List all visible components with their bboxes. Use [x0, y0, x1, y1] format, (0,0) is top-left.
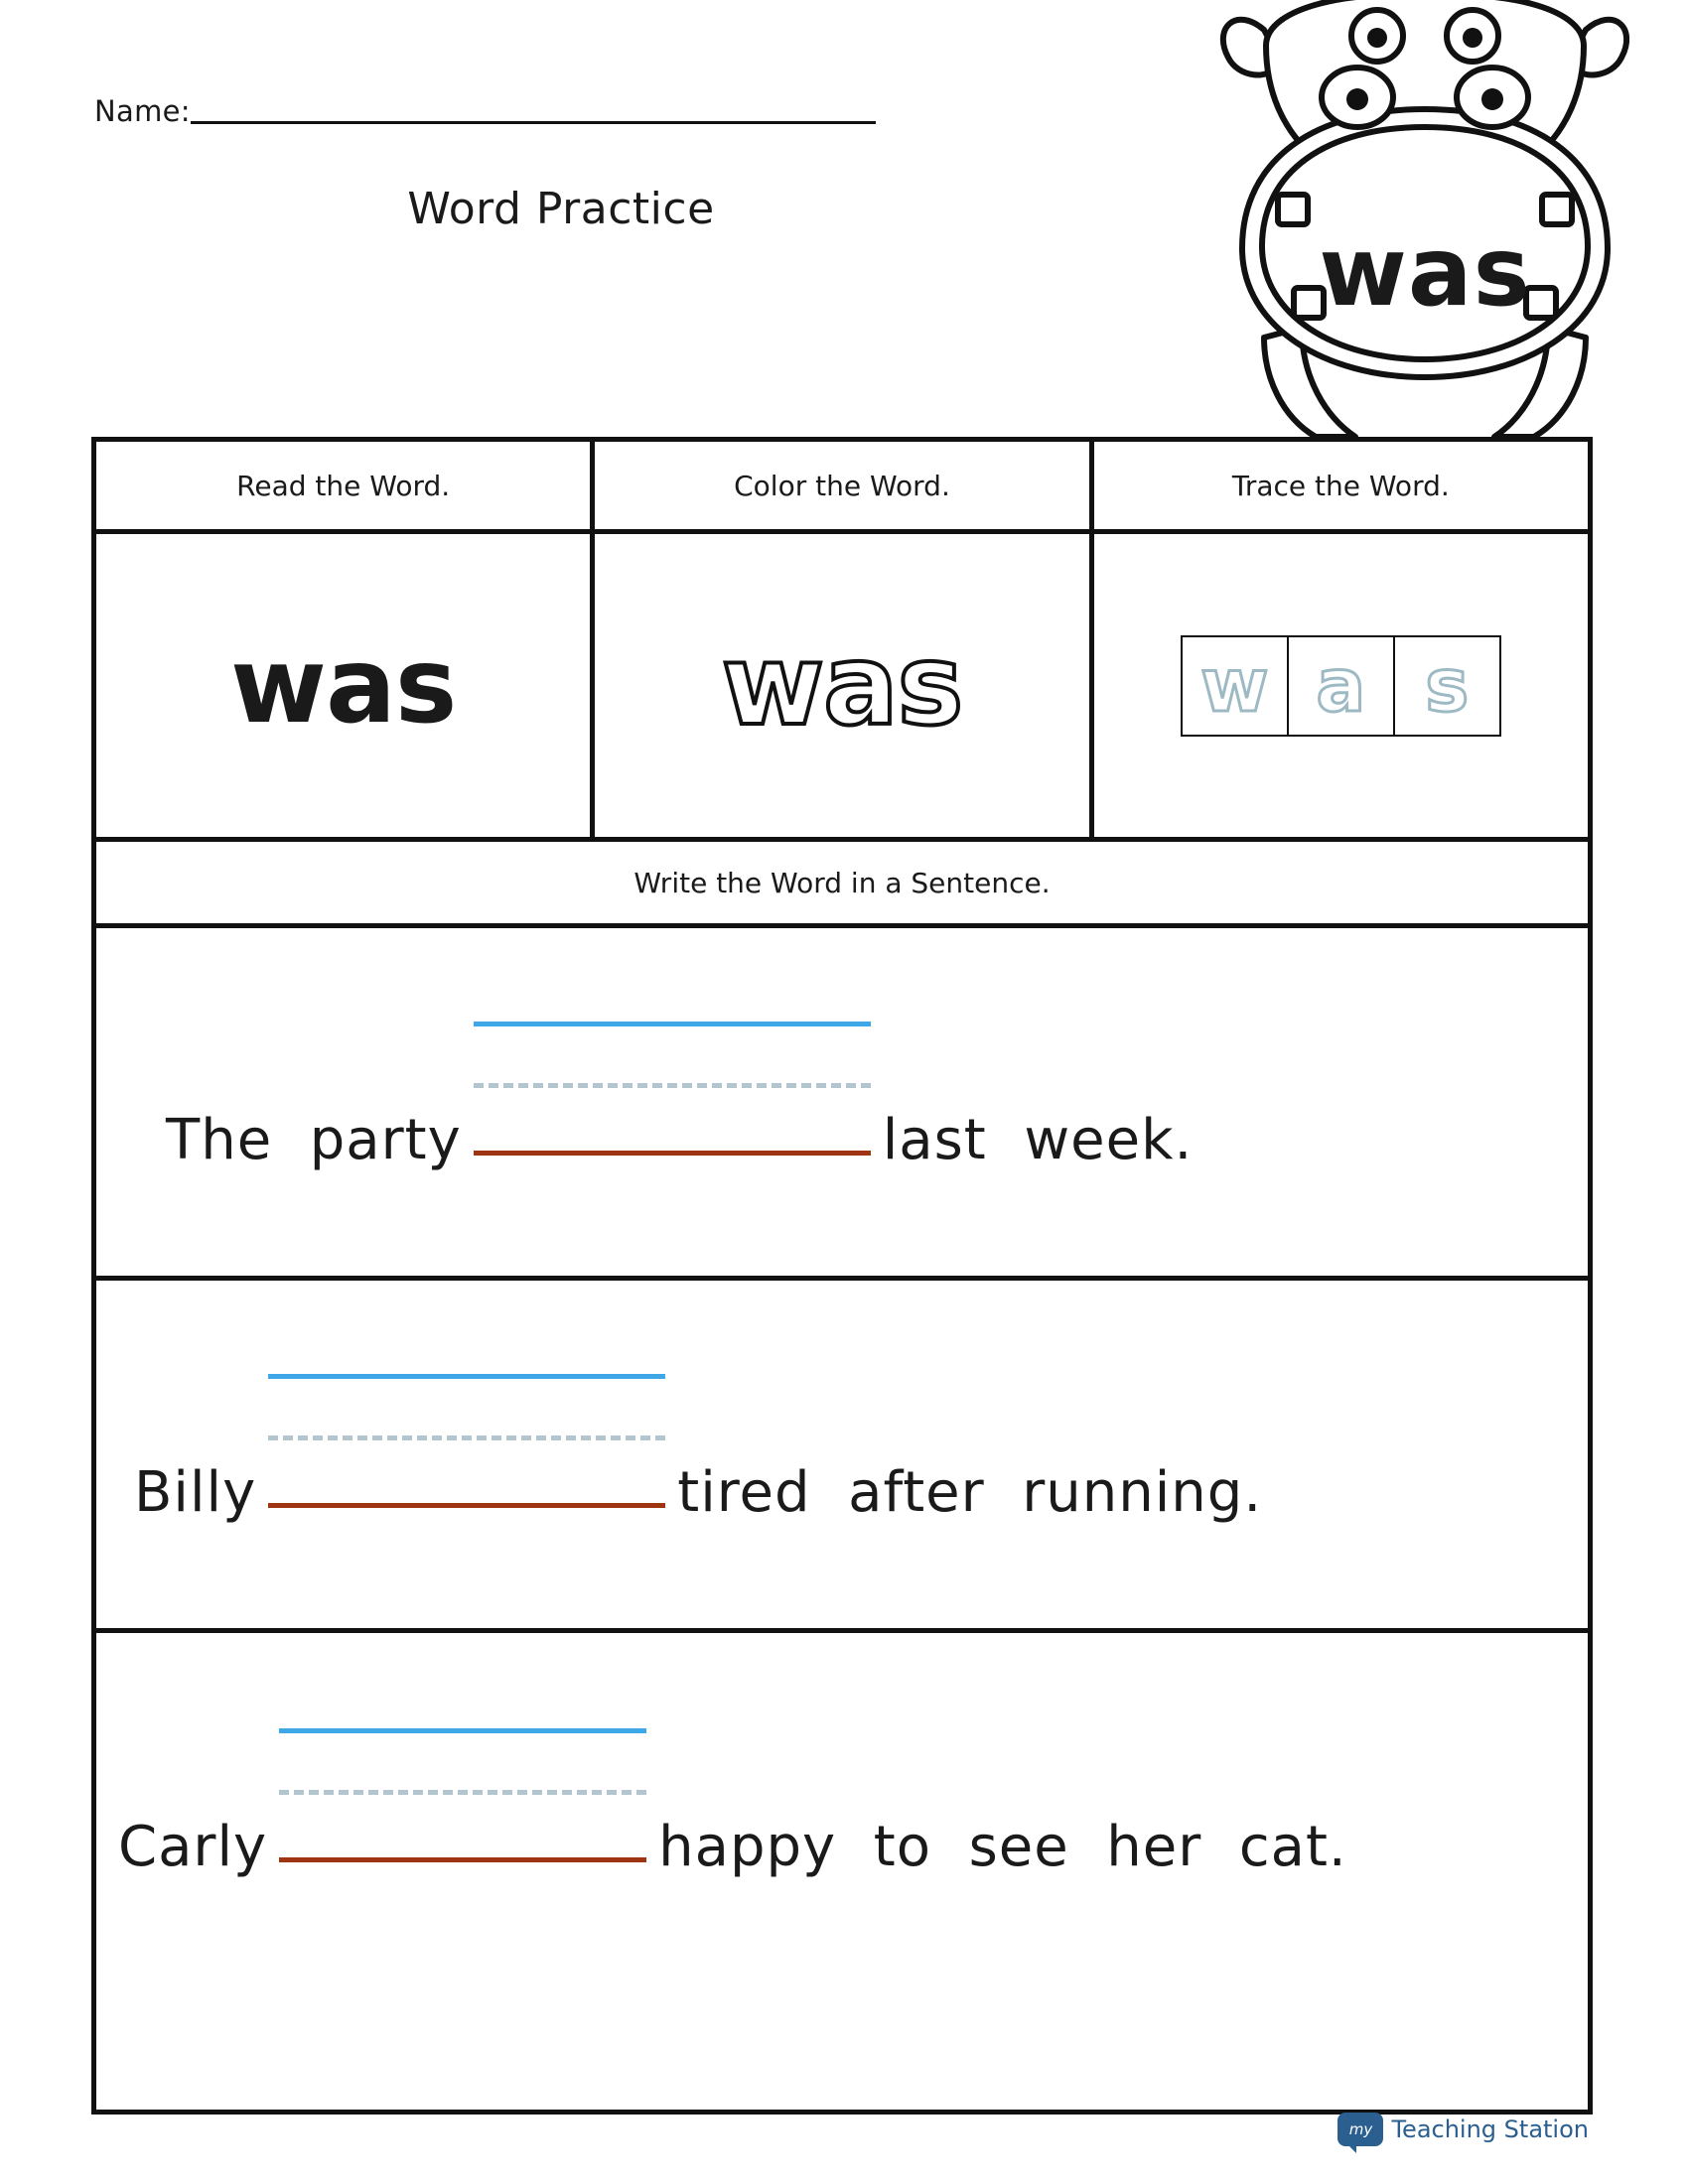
sentence-row-2 [96, 1281, 1588, 1633]
logo-text: Teaching Station [1391, 2116, 1589, 2143]
blank-middle-dashed-line [474, 1083, 871, 1088]
sentence-1-content [96, 1108, 1588, 1172]
sentence-row-3 [96, 1633, 1588, 1985]
blank-top-line [279, 1728, 646, 1733]
trace-letter-3[interactable]: s [1393, 635, 1501, 737]
read-word-cell [96, 534, 595, 837]
name-label: Name: [94, 94, 191, 128]
name-field-row [94, 94, 876, 128]
trace-letter-1[interactable]: w [1181, 635, 1289, 737]
blank-baseline [279, 1857, 646, 1862]
name-write-line[interactable] [191, 120, 876, 124]
site-logo[interactable] [1337, 2113, 1589, 2146]
sentence-1-before: The party [166, 1107, 462, 1172]
sentence-1-after: last week. [882, 1107, 1194, 1172]
blank-middle-dashed-line [279, 1790, 646, 1795]
blank-top-line [268, 1374, 665, 1379]
table-header-row [96, 442, 1588, 534]
sentence-row-1 [96, 928, 1588, 1281]
page-title: Word Practice [407, 184, 715, 234]
sentence-3-after: happy to see her cat. [658, 1815, 1347, 1879]
column-header-trace: Trace the Word. [1231, 469, 1450, 502]
read-word: was [229, 624, 457, 747]
sentence-3-content [96, 1815, 1588, 1879]
color-word-cell[interactable] [595, 534, 1093, 837]
trace-letter-boxes[interactable] [1181, 635, 1501, 737]
trace-letter-2[interactable]: a [1287, 635, 1395, 737]
blank-top-line [474, 1022, 871, 1026]
sentence-3-before: Carly [118, 1815, 268, 1879]
blank-middle-dashed-line [268, 1435, 665, 1440]
blank-baseline [268, 1503, 665, 1508]
speech-bubble-icon: my [1337, 2113, 1383, 2146]
sentence-2-blank[interactable] [268, 1501, 665, 1511]
sentence-3-blank[interactable] [279, 1855, 646, 1865]
column-header-read: Read the Word. [96, 442, 595, 529]
blank-baseline [474, 1151, 871, 1156]
color-word-outline[interactable]: was [721, 620, 963, 751]
trace-word-cell[interactable] [1094, 534, 1588, 837]
mascot-word: was [1319, 216, 1531, 328]
worksheet-table [91, 437, 1593, 2115]
sentence-2-before: Billy [134, 1459, 257, 1525]
sentence-section-heading: Write the Word in a Sentence. [96, 842, 1588, 928]
hippo-icon [1206, 0, 1643, 447]
sentence-2-content [96, 1460, 1588, 1525]
sentence-1-blank[interactable] [474, 1149, 871, 1159]
sentence-2-after: tired after running. [677, 1459, 1263, 1525]
table-word-row [96, 534, 1588, 842]
column-header-color: Color the Word. [595, 442, 1093, 529]
